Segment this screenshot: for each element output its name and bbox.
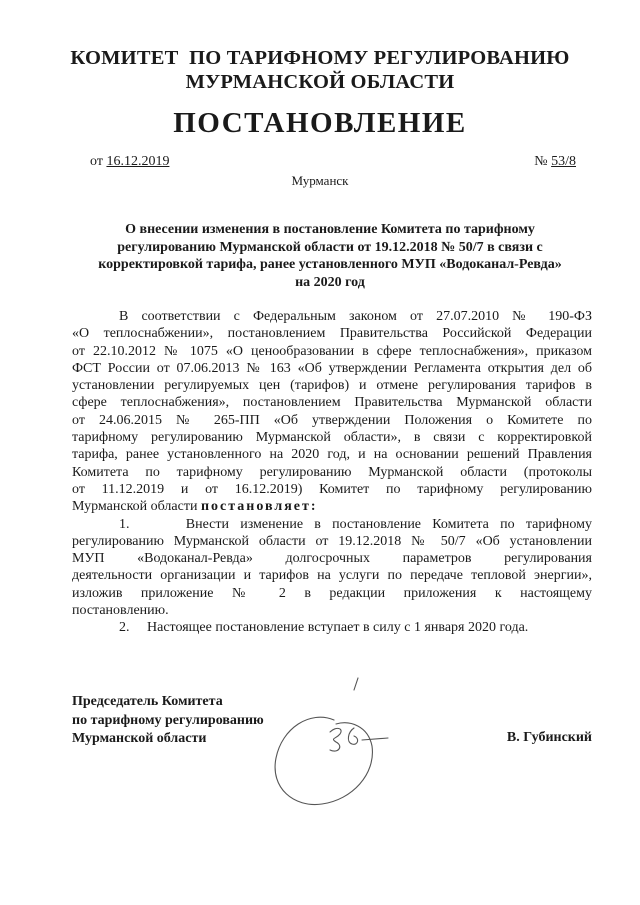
- preamble-line: Комитета по тарифному регулированию Мурманской области (протоколы: [72, 464, 592, 480]
- signatory-title-line-3: Мурманской области: [72, 731, 207, 746]
- item-1-line: регулированию Мурманской области от 19.12.2018 № 50/7 «Об установлении: [72, 533, 592, 549]
- preamble-end: Мурманской области: [72, 499, 198, 515]
- number-prefix: №: [534, 154, 548, 169]
- preamble-line: тарифному регулированию Мурманской области», в связи с корректировкой: [72, 430, 592, 446]
- date-value: 16.12.2019: [106, 154, 170, 169]
- preamble-line: сфере теплоснабжения», постановлением Правительства Мурманской области: [72, 395, 592, 411]
- signatory-title-line-1: Председатель Комитета: [72, 694, 223, 709]
- organization-name: [0, 46, 640, 94]
- document-number: [534, 154, 576, 170]
- document-date: [90, 154, 169, 170]
- item-1-end: постановлению.: [72, 603, 169, 619]
- signatory-title: [72, 693, 264, 749]
- subject-line-2: регулированию Мурманской области от 19.12.2018 № 50/7 в связи с: [117, 239, 543, 255]
- document-type: ПОСТАНОВЛЕНИЕ: [173, 107, 467, 139]
- handwritten-signature: [270, 676, 390, 811]
- preamble-line: от 22.10.2012 № 1075 «О ценообразовании в сфере теплоснабжения», приказом: [72, 343, 592, 359]
- item-1-line: деятельности организации и тарифов на услуги по передаче тепловой энергии»,: [72, 568, 592, 584]
- preamble-line: тарифа, ранее установленного на 2020 год, и на основании решений Правления: [72, 447, 592, 463]
- item-1-line: изложив приложение № 2 в редакции приложения к настоящему: [72, 585, 592, 601]
- preamble-line: установлении регулируемых цен (тарифов) и отмене регулирования тарифов в: [72, 378, 592, 394]
- preamble-line: ФСТ России от 07.06.2013 № 163 «Об утверждении Регламента открытия дел об: [72, 360, 592, 376]
- document-body: [72, 308, 592, 637]
- item-1-line: МУП «Водоканал-Ревда» долгосрочных параметров регулирования: [72, 551, 592, 567]
- document-subject: [60, 221, 600, 291]
- subject-line-3: корректировкой тарифа, ранее установленного МУП «Водоканал-Ревда»: [98, 257, 562, 272]
- item-1-line: 1. Внести изменение в постановление Комитета по тарифному: [119, 516, 592, 532]
- preamble-line: В соответствии с Федеральным законом от 27.07.2010 № 190-ФЗ: [119, 309, 592, 324]
- org-line-1: КОМИТЕТ ПО ТАРИФНОМУ РЕГУЛИРОВАНИЮ: [70, 47, 570, 69]
- subject-line-1: О внесении изменения в постановление Комитета по тарифному: [125, 222, 535, 237]
- preamble-end-line: [72, 498, 592, 515]
- document-city: Мурманск: [291, 173, 349, 188]
- signatory-name: В. Губинский: [506, 730, 592, 745]
- decree-word: постановляет:: [200, 499, 318, 515]
- item-2: 2. Настоящее постановление вступает в силу с 1 января 2020 года.: [119, 620, 529, 636]
- org-line-2: МУРМАНСКОЙ ОБЛАСТИ: [185, 71, 455, 93]
- subject-line-4: на 2020 год: [295, 274, 365, 290]
- preamble-line: от 24.06.2015 № 265-ПП «Об утверждении Положения о Комитете по: [72, 412, 592, 428]
- number-value: 53/8: [551, 154, 576, 169]
- preamble-line: от 11.12.2019 и от 16.12.2019) Комитет по тарифному регулированию: [72, 481, 592, 497]
- preamble-line: «О теплоснабжении», постановлением Правительства Российской Федерации: [72, 326, 592, 342]
- date-prefix: от: [90, 154, 103, 169]
- signatory-title-line-2: по тарифному регулированию: [72, 712, 264, 728]
